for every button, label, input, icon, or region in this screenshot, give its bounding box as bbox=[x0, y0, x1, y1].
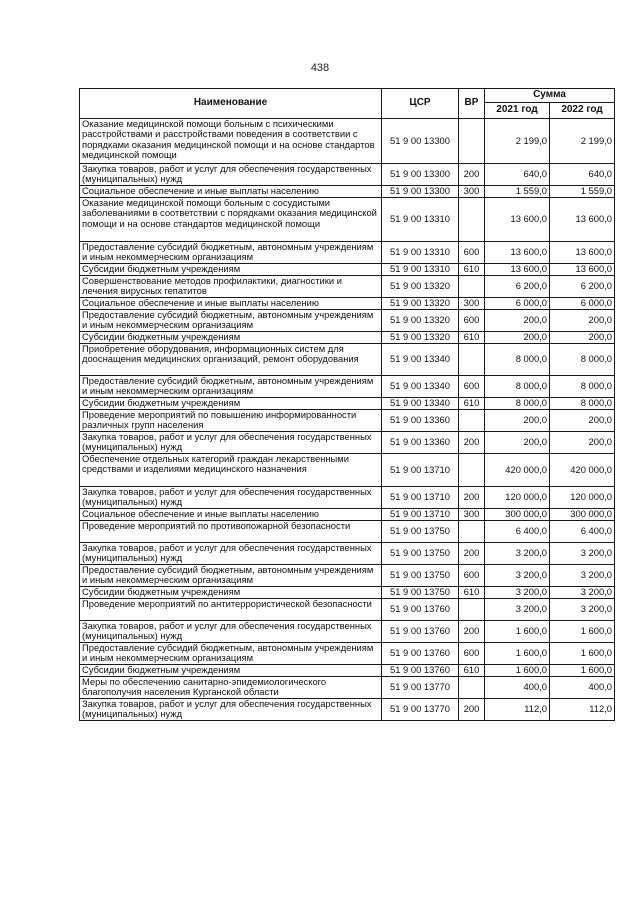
row-csr-cell: 51 9 00 13340 bbox=[382, 376, 459, 398]
row-name-cell: Субсидии бюджетным учреждениям bbox=[80, 264, 382, 276]
row-amount-2022-cell: 13 600,0 bbox=[550, 198, 615, 242]
row-amount-2021-cell: 1 600,0 bbox=[485, 665, 550, 677]
row-csr-cell: 51 9 00 13300 bbox=[382, 186, 459, 198]
row-name-cell: Социальное обеспечение и иные выплаты населению bbox=[80, 186, 382, 198]
row-vr-cell bbox=[459, 454, 485, 487]
row-amount-2022-cell: 6 200,0 bbox=[550, 276, 615, 298]
table-row bbox=[80, 410, 615, 432]
row-amount-2021-cell: 13 600,0 bbox=[485, 264, 550, 276]
row-csr-cell: 51 9 00 13760 bbox=[382, 621, 459, 643]
row-name-cell: Предоставление субсидий бюджетным, автономным учреждениям и иным некоммерческим организациям bbox=[80, 643, 382, 665]
row-name-cell: Закупка товаров, работ и услуг для обеспечения государственных (муниципальных) нужд bbox=[80, 164, 382, 186]
row-amount-2021-cell: 8 000,0 bbox=[485, 398, 550, 410]
table-row bbox=[80, 344, 615, 376]
row-vr-cell: 610 bbox=[459, 665, 485, 677]
row-amount-2021-cell: 300 000,0 bbox=[485, 509, 550, 521]
row-csr-cell: 51 9 00 13760 bbox=[382, 643, 459, 665]
page-number: 438 bbox=[310, 62, 330, 74]
row-csr-cell: 51 9 00 13710 bbox=[382, 454, 459, 487]
row-name-cell: Оказание медицинской помощи больным с психическими расстройствами и расстройствами поведения в соответствии с порядками оказания медицинской помощи и на основе стандартов медицинской помощи bbox=[80, 119, 382, 164]
table-row bbox=[80, 332, 615, 344]
row-vr-cell: 200 bbox=[459, 543, 485, 565]
table-row bbox=[80, 487, 615, 509]
table-row bbox=[80, 599, 615, 621]
row-amount-2021-cell: 400,0 bbox=[485, 677, 550, 699]
row-amount-2021-cell: 1 559,0 bbox=[485, 186, 550, 198]
row-vr-cell bbox=[459, 344, 485, 376]
table-body bbox=[80, 119, 615, 721]
row-amount-2022-cell: 13 600,0 bbox=[550, 264, 615, 276]
table-row bbox=[80, 264, 615, 276]
row-name-cell: Субсидии бюджетным учреждениям bbox=[80, 587, 382, 599]
row-vr-cell: 610 bbox=[459, 398, 485, 410]
row-amount-2021-cell: 13 600,0 bbox=[485, 198, 550, 242]
row-amount-2021-cell: 8 000,0 bbox=[485, 344, 550, 376]
row-vr-cell: 600 bbox=[459, 242, 485, 264]
row-amount-2022-cell: 3 200,0 bbox=[550, 543, 615, 565]
row-name-cell: Приобретение оборудования, информационных систем для дооснащения медицинских организаций, ремонт оборудования bbox=[80, 344, 382, 376]
row-vr-cell: 600 bbox=[459, 643, 485, 665]
row-vr-cell: 610 bbox=[459, 264, 485, 276]
row-vr-cell: 200 bbox=[459, 487, 485, 509]
row-amount-2022-cell: 200,0 bbox=[550, 332, 615, 344]
row-vr-cell: 200 bbox=[459, 432, 485, 454]
row-name-cell: Закупка товаров, работ и услуг для обеспечения государственных (муниципальных) нужд bbox=[80, 621, 382, 643]
row-csr-cell: 51 9 00 13340 bbox=[382, 398, 459, 410]
row-amount-2021-cell: 420 000,0 bbox=[485, 454, 550, 487]
row-amount-2022-cell: 400,0 bbox=[550, 677, 615, 699]
row-amount-2021-cell: 6 400,0 bbox=[485, 521, 550, 543]
table-row bbox=[80, 699, 615, 721]
row-vr-cell: 200 bbox=[459, 164, 485, 186]
row-amount-2022-cell: 3 200,0 bbox=[550, 565, 615, 587]
row-amount-2021-cell: 3 200,0 bbox=[485, 565, 550, 587]
row-amount-2022-cell: 8 000,0 bbox=[550, 398, 615, 410]
row-name-cell: Оказание медицинской помощи больным с сосудистыми заболеваниями в соответствии с порядками оказания медицинской помощи и на основе стандартов медицинской помощи bbox=[80, 198, 382, 242]
row-name-cell: Субсидии бюджетным учреждениям bbox=[80, 398, 382, 410]
row-vr-cell bbox=[459, 410, 485, 432]
table-row bbox=[80, 298, 615, 310]
row-name-cell: Предоставление субсидий бюджетным, автономным учреждениям и иным некоммерческим организациям bbox=[80, 565, 382, 587]
row-name-cell: Закупка товаров, работ и услуг для обеспечения государственных (муниципальных) нужд bbox=[80, 699, 382, 721]
row-csr-cell: 51 9 00 13750 bbox=[382, 587, 459, 599]
header-year-2022: 2022 год bbox=[550, 103, 615, 119]
row-amount-2022-cell: 6 400,0 bbox=[550, 521, 615, 543]
row-amount-2022-cell: 200,0 bbox=[550, 310, 615, 332]
row-csr-cell: 51 9 00 13360 bbox=[382, 410, 459, 432]
table-row bbox=[80, 310, 615, 332]
row-amount-2022-cell: 1 559,0 bbox=[550, 186, 615, 198]
table-row bbox=[80, 587, 615, 599]
row-amount-2021-cell: 200,0 bbox=[485, 410, 550, 432]
row-vr-cell: 200 bbox=[459, 621, 485, 643]
row-name-cell: Проведение мероприятий по повышению информированности различных групп населения bbox=[80, 410, 382, 432]
table-row bbox=[80, 509, 615, 521]
row-csr-cell: 51 9 00 13770 bbox=[382, 677, 459, 699]
table-row bbox=[80, 119, 615, 164]
table-row bbox=[80, 621, 615, 643]
header-year-2021: 2021 год bbox=[485, 103, 550, 119]
row-vr-cell: 610 bbox=[459, 587, 485, 599]
row-amount-2021-cell: 3 200,0 bbox=[485, 599, 550, 621]
table-row bbox=[80, 565, 615, 587]
row-csr-cell: 51 9 00 13710 bbox=[382, 509, 459, 521]
row-name-cell: Субсидии бюджетным учреждениям bbox=[80, 665, 382, 677]
row-amount-2022-cell: 200,0 bbox=[550, 432, 615, 454]
row-amount-2021-cell: 3 200,0 bbox=[485, 543, 550, 565]
table-row bbox=[80, 242, 615, 264]
row-name-cell: Предоставление субсидий бюджетным, автономным учреждениям и иным некоммерческим организациям bbox=[80, 310, 382, 332]
row-amount-2021-cell: 2 199,0 bbox=[485, 119, 550, 164]
row-vr-cell bbox=[459, 119, 485, 164]
row-name-cell: Закупка товаров, работ и услуг для обеспечения государственных (муниципальных) нужд bbox=[80, 432, 382, 454]
table-row bbox=[80, 164, 615, 186]
row-csr-cell: 51 9 00 13360 bbox=[382, 432, 459, 454]
row-amount-2022-cell: 8 000,0 bbox=[550, 344, 615, 376]
row-amount-2022-cell: 3 200,0 bbox=[550, 587, 615, 599]
row-vr-cell: 600 bbox=[459, 376, 485, 398]
table-row bbox=[80, 454, 615, 487]
row-csr-cell: 51 9 00 13310 bbox=[382, 264, 459, 276]
row-vr-cell: 600 bbox=[459, 310, 485, 332]
row-name-cell: Обеспечение отдельных категорий граждан лекарственными средствами и изделиями медицинского назначения bbox=[80, 454, 382, 487]
row-amount-2021-cell: 6 200,0 bbox=[485, 276, 550, 298]
table-row bbox=[80, 543, 615, 565]
row-amount-2021-cell: 120 000,0 bbox=[485, 487, 550, 509]
row-csr-cell: 51 9 00 13750 bbox=[382, 565, 459, 587]
row-amount-2022-cell: 8 000,0 bbox=[550, 376, 615, 398]
row-amount-2022-cell: 1 600,0 bbox=[550, 665, 615, 677]
row-vr-cell: 200 bbox=[459, 699, 485, 721]
row-amount-2021-cell: 13 600,0 bbox=[485, 242, 550, 264]
row-name-cell: Социальное обеспечение и иные выплаты населению bbox=[80, 298, 382, 310]
row-amount-2021-cell: 640,0 bbox=[485, 164, 550, 186]
row-csr-cell: 51 9 00 13320 bbox=[382, 310, 459, 332]
row-amount-2022-cell: 3 200,0 bbox=[550, 599, 615, 621]
row-amount-2021-cell: 200,0 bbox=[485, 332, 550, 344]
row-csr-cell: 51 9 00 13750 bbox=[382, 543, 459, 565]
row-csr-cell: 51 9 00 13710 bbox=[382, 487, 459, 509]
row-amount-2022-cell: 300 000,0 bbox=[550, 509, 615, 521]
row-amount-2022-cell: 200,0 bbox=[550, 410, 615, 432]
row-name-cell: Предоставление субсидий бюджетным, автономным учреждениям и иным некоммерческим организациям bbox=[80, 376, 382, 398]
row-csr-cell: 51 9 00 13770 bbox=[382, 699, 459, 721]
table-row bbox=[80, 677, 615, 699]
table-row bbox=[80, 276, 615, 298]
row-csr-cell: 51 9 00 13300 bbox=[382, 119, 459, 164]
row-amount-2021-cell: 200,0 bbox=[485, 432, 550, 454]
row-amount-2022-cell: 120 000,0 bbox=[550, 487, 615, 509]
row-csr-cell: 51 9 00 13320 bbox=[382, 276, 459, 298]
row-amount-2022-cell: 640,0 bbox=[550, 164, 615, 186]
row-name-cell: Проведение мероприятий по антитеррористической безопасности bbox=[80, 599, 382, 621]
row-vr-cell: 300 bbox=[459, 509, 485, 521]
row-name-cell: Субсидии бюджетным учреждениям bbox=[80, 332, 382, 344]
table-row bbox=[80, 198, 615, 242]
row-amount-2021-cell: 8 000,0 bbox=[485, 376, 550, 398]
row-amount-2022-cell: 112,0 bbox=[550, 699, 615, 721]
row-amount-2021-cell: 112,0 bbox=[485, 699, 550, 721]
row-csr-cell: 51 9 00 13310 bbox=[382, 198, 459, 242]
table-row bbox=[80, 643, 615, 665]
table-row bbox=[80, 665, 615, 677]
header-vr: ВР bbox=[459, 89, 485, 119]
header-name: Наименование bbox=[80, 89, 382, 119]
row-vr-cell: 300 bbox=[459, 298, 485, 310]
row-csr-cell: 51 9 00 13750 bbox=[382, 521, 459, 543]
table-row bbox=[80, 398, 615, 410]
row-csr-cell: 51 9 00 13300 bbox=[382, 164, 459, 186]
row-vr-cell: 610 bbox=[459, 332, 485, 344]
row-csr-cell: 51 9 00 13310 bbox=[382, 242, 459, 264]
row-name-cell: Проведение мероприятий по противопожарной безопасности bbox=[80, 521, 382, 543]
table-row bbox=[80, 521, 615, 543]
row-name-cell: Совершенствование методов профилактики, диагностики и лечения вирусных гепатитов bbox=[80, 276, 382, 298]
row-name-cell: Меры по обеспечению санитарно-эпидемиологического благополучия населения Курганской области bbox=[80, 677, 382, 699]
row-amount-2021-cell: 6 000,0 bbox=[485, 298, 550, 310]
row-csr-cell: 51 9 00 13320 bbox=[382, 298, 459, 310]
row-amount-2022-cell: 1 600,0 bbox=[550, 621, 615, 643]
row-name-cell: Предоставление субсидий бюджетным, автономным учреждениям и иным некоммерческим организациям bbox=[80, 242, 382, 264]
row-vr-cell bbox=[459, 198, 485, 242]
table-header bbox=[80, 89, 615, 119]
row-amount-2021-cell: 1 600,0 bbox=[485, 621, 550, 643]
row-name-cell: Закупка товаров, работ и услуг для обеспечения государственных (муниципальных) нужд bbox=[80, 543, 382, 565]
row-csr-cell: 51 9 00 13340 bbox=[382, 344, 459, 376]
row-amount-2022-cell: 6 000,0 bbox=[550, 298, 615, 310]
row-amount-2022-cell: 420 000,0 bbox=[550, 454, 615, 487]
row-name-cell: Закупка товаров, работ и услуг для обеспечения государственных (муниципальных) нужд bbox=[80, 487, 382, 509]
table-row bbox=[80, 376, 615, 398]
header-sum: Сумма bbox=[485, 89, 615, 103]
row-amount-2021-cell: 3 200,0 bbox=[485, 587, 550, 599]
table-row bbox=[80, 432, 615, 454]
table-row bbox=[80, 186, 615, 198]
row-vr-cell: 300 bbox=[459, 186, 485, 198]
row-vr-cell bbox=[459, 521, 485, 543]
row-amount-2022-cell: 1 600,0 bbox=[550, 643, 615, 665]
row-csr-cell: 51 9 00 13320 bbox=[382, 332, 459, 344]
row-vr-cell: 600 bbox=[459, 565, 485, 587]
row-name-cell: Социальное обеспечение и иные выплаты населению bbox=[80, 509, 382, 521]
row-vr-cell bbox=[459, 276, 485, 298]
row-amount-2021-cell: 200,0 bbox=[485, 310, 550, 332]
row-amount-2022-cell: 2 199,0 bbox=[550, 119, 615, 164]
row-vr-cell bbox=[459, 677, 485, 699]
row-csr-cell: 51 9 00 13760 bbox=[382, 599, 459, 621]
row-vr-cell bbox=[459, 599, 485, 621]
budget-table bbox=[79, 88, 615, 721]
row-amount-2021-cell: 1 600,0 bbox=[485, 643, 550, 665]
header-csr: ЦСР bbox=[382, 89, 459, 119]
row-amount-2022-cell: 13 600,0 bbox=[550, 242, 615, 264]
row-csr-cell: 51 9 00 13760 bbox=[382, 665, 459, 677]
